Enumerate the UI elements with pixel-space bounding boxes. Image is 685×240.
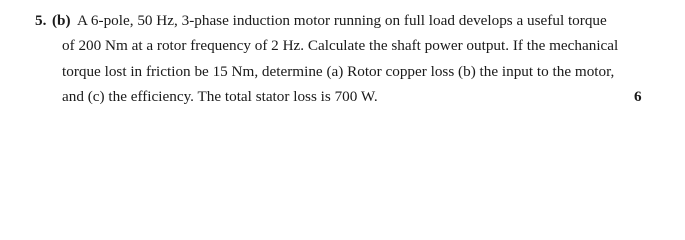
question-line-2: [0, 34, 685, 58]
question-text-line: and (c) the efficiency. The total stator loss is 700 W.: [62, 88, 378, 105]
question-line-3: [0, 60, 685, 84]
question-text-line: A 6-pole, 50 Hz, 3-phase induction motor running on full load develops a useful torque: [77, 12, 607, 29]
question-text-line: of 200 Nm at a rotor frequency of 2 Hz. Calculate the shaft power output. If the mechanical: [62, 37, 619, 54]
question-line-1: [0, 9, 685, 33]
question-line-4: [0, 85, 685, 109]
question-marks: 6: [634, 88, 642, 105]
question-text-line: torque lost in friction be 15 Nm, determine (a) Rotor copper loss (b) the input to the motor,: [62, 63, 615, 80]
question-part-label: (b): [52, 12, 71, 29]
question-number: 5.: [35, 12, 47, 29]
